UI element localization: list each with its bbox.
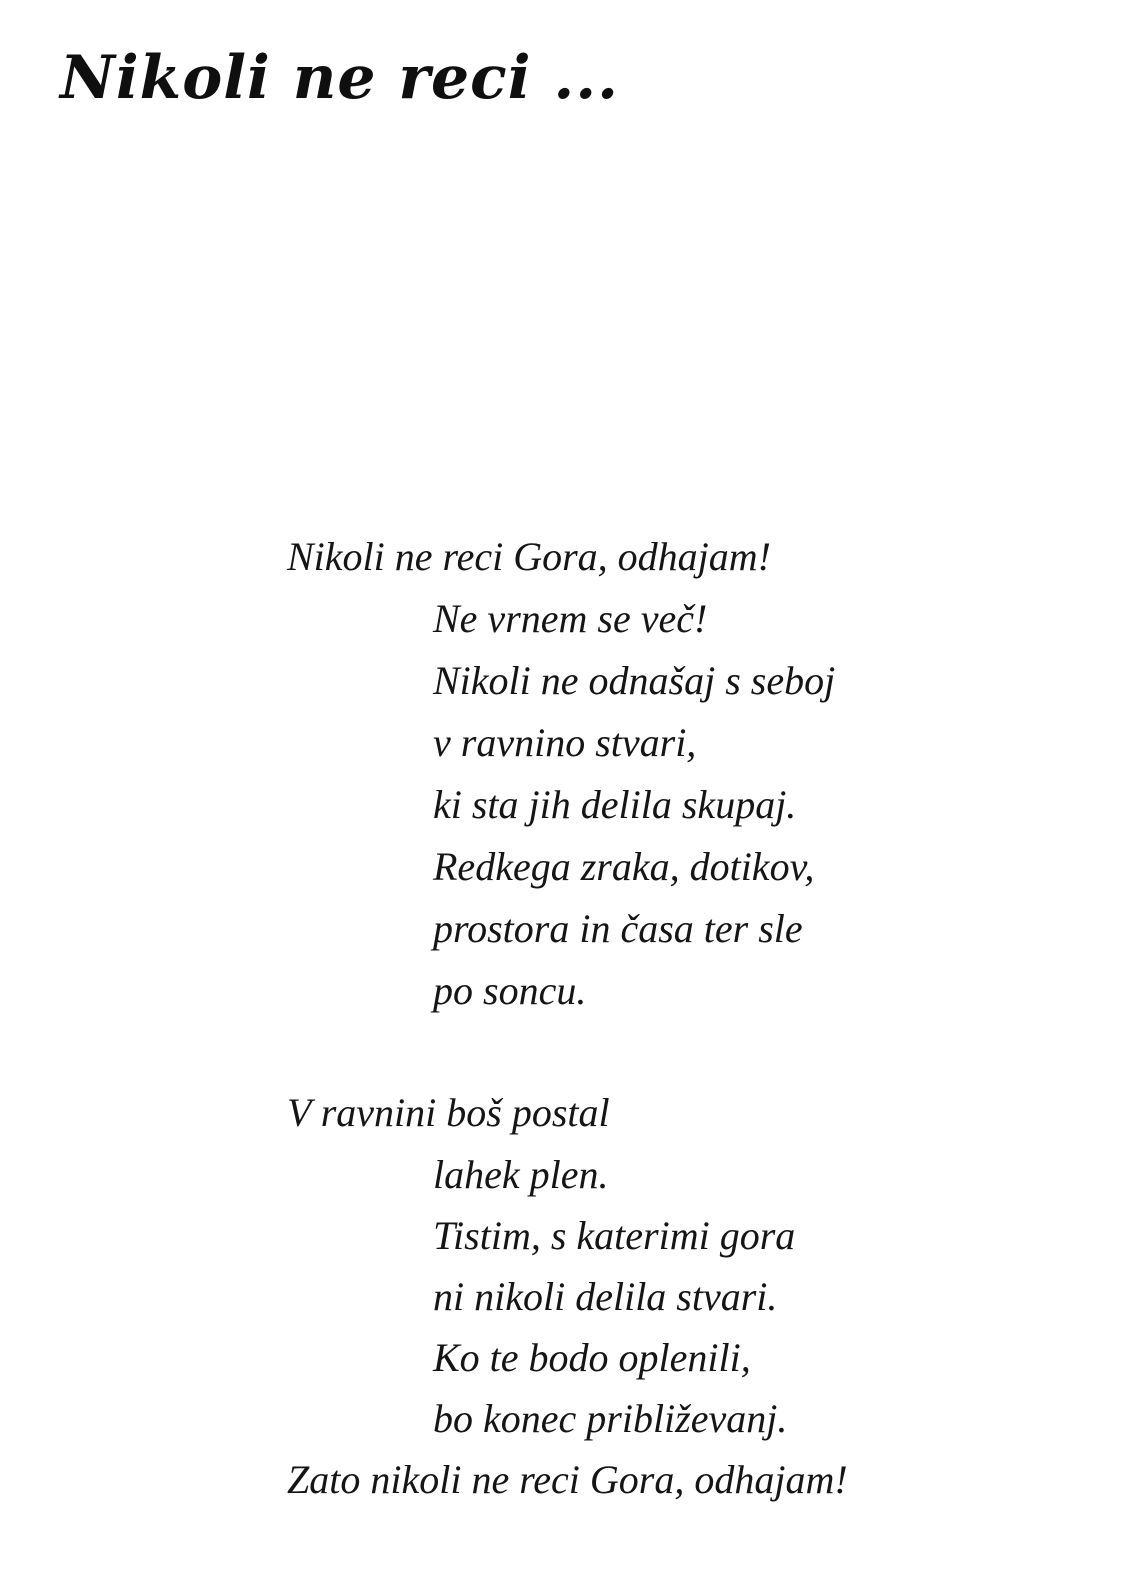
poem-line: Redkega zraka, dotikov,	[433, 844, 815, 889]
poem-line: Zato nikoli ne reci Gora, odhajam!	[287, 1457, 848, 1502]
poem-line: bo konec približevanj.	[433, 1396, 788, 1441]
poem-line: ki sta jih delila skupaj.	[433, 782, 797, 827]
poem-line: v ravnino stvari,	[433, 720, 697, 765]
poem-line: Nikoli ne odnašaj s seboj	[433, 658, 836, 703]
poem-line: Tistim, s katerimi gora	[433, 1213, 796, 1258]
poem-line: po soncu.	[433, 968, 587, 1013]
poem-line: ni nikoli delila stvari.	[433, 1274, 778, 1319]
poem-line: lahek plen.	[433, 1152, 609, 1197]
poem-title: Nikoli ne reci ...	[60, 43, 620, 113]
poem-line: Ko te bodo oplenili,	[433, 1335, 751, 1380]
poem-line: V ravnini boš postal	[287, 1090, 610, 1135]
poem-line: prostora in časa ter sle	[433, 906, 803, 951]
poem-line: Nikoli ne reci Gora, odhajam!	[287, 534, 772, 579]
poem-line: Ne vrnem se več!	[433, 596, 708, 641]
